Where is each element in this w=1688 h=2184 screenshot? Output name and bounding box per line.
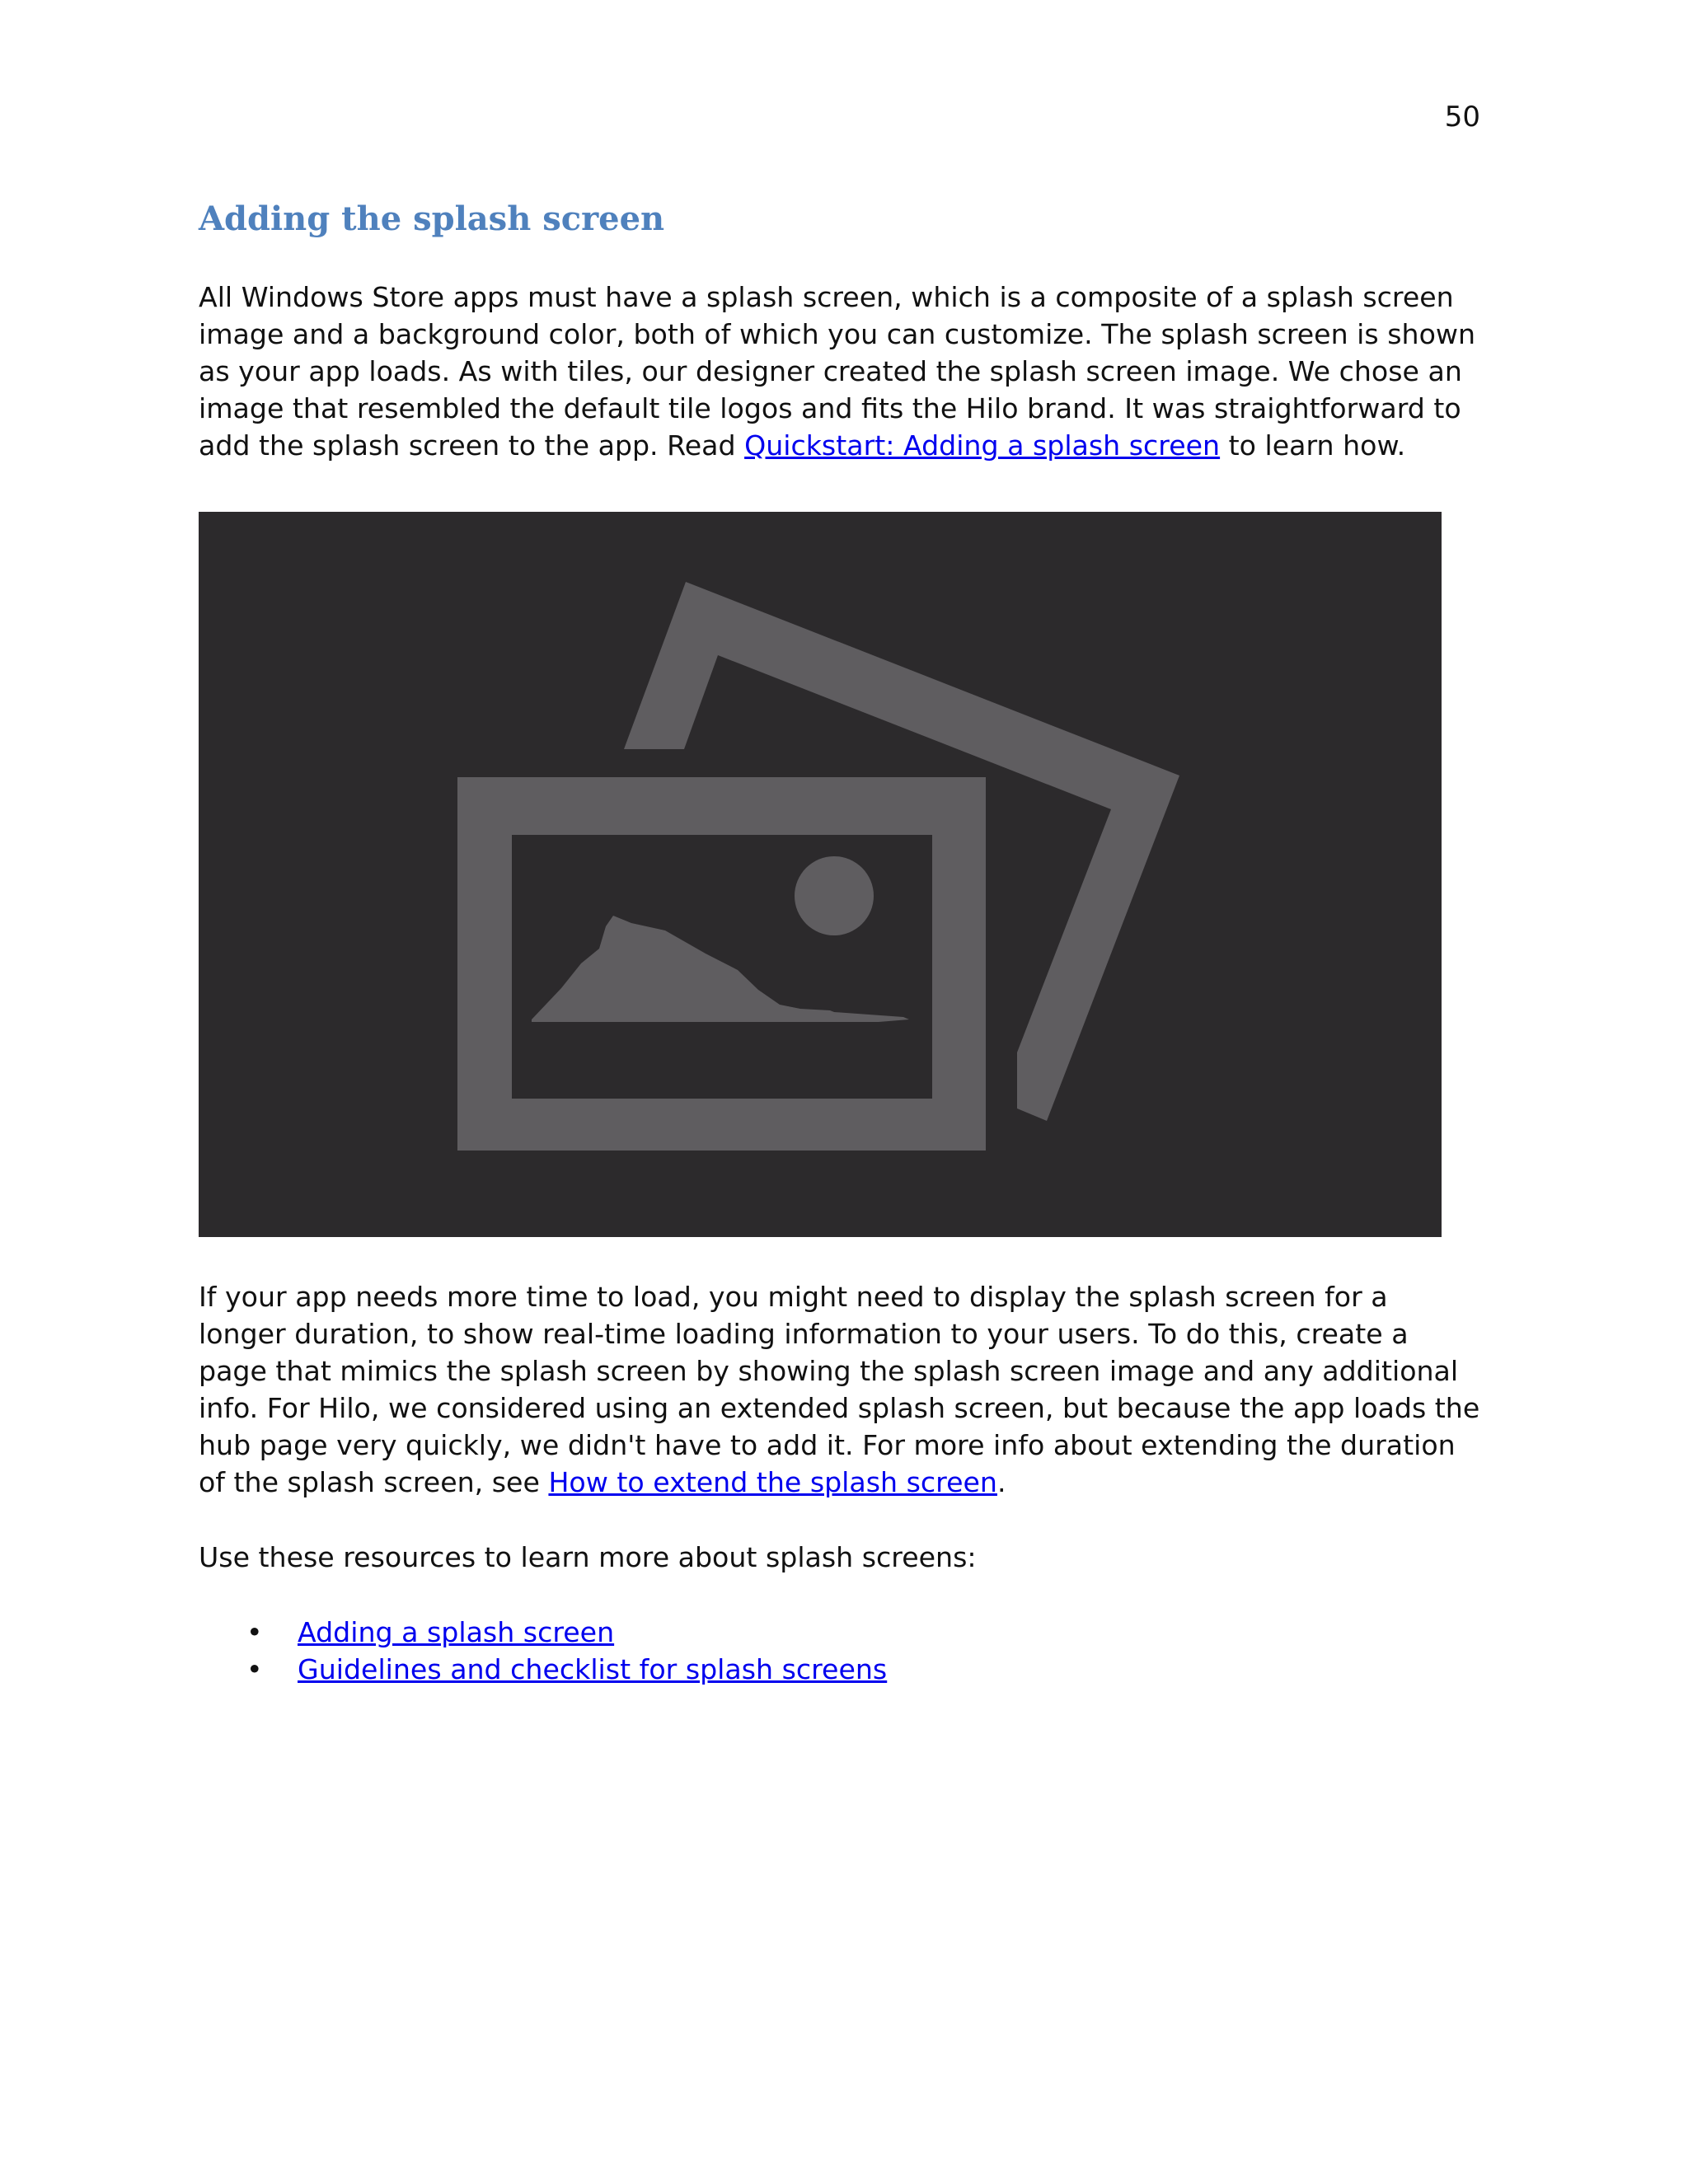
list-item: [199, 1651, 1480, 1688]
resources-intro: Use these resources to learn more about splash screens:: [199, 1541, 977, 1573]
extend-splash-link[interactable]: How to extend the splash screen: [548, 1466, 997, 1498]
photos-icon-shapes: [457, 582, 1179, 1151]
sun-shape: [795, 856, 874, 935]
intro-paragraph-text: All Windows Store apps must have a splash screen, which is a composite of a splash screen image and a background color, both of which you can customize. The splash screen is shown as your app loads. As with tiles, our designer created the splash screen image. We chose an image that resembled the default tile logos and fits the Hilo brand. It was straightforward to add the splash screen to the app. Read: [199, 281, 1476, 462]
intro-paragraph-tail: to learn how.: [1220, 429, 1406, 462]
resources-list: [199, 1614, 1480, 1688]
intro-paragraph: [199, 279, 1480, 464]
photos-icon: [199, 512, 1442, 1237]
page-number: 50: [1444, 101, 1480, 134]
quickstart-splash-link[interactable]: Quickstart: Adding a splash screen: [744, 429, 1221, 462]
guidelines-checklist-link[interactable]: Guidelines and checklist for splash screens: [298, 1653, 888, 1685]
extended-splash-paragraph: [199, 1278, 1480, 1501]
list-item: [199, 1614, 1480, 1651]
section-heading: Adding the splash screen: [199, 199, 665, 238]
adding-splash-screen-link[interactable]: Adding a splash screen: [298, 1616, 615, 1648]
extended-splash-paragraph-tail: .: [996, 1466, 1006, 1498]
extended-splash-paragraph-text: If your app needs more time to load, you might need to display the splash screen for a longer duration, to show real-time loading information to your users. To do this, create a page that mimics the splash screen by showing the splash screen image and any additional info. For Hilo, we considered using an extended splash screen, but because the app loads the hub page very quickly, we didn't have to add it. For more info about extending the duration of the splash screen, see: [199, 1281, 1480, 1498]
splash-screen-image: [199, 512, 1442, 1237]
page-content: [199, 196, 1480, 1688]
back-photo-frame: [624, 582, 1179, 1121]
list-bullet: •: [246, 1653, 263, 1685]
mountain-shape: [532, 916, 909, 1022]
list-bullet: •: [246, 1616, 263, 1648]
